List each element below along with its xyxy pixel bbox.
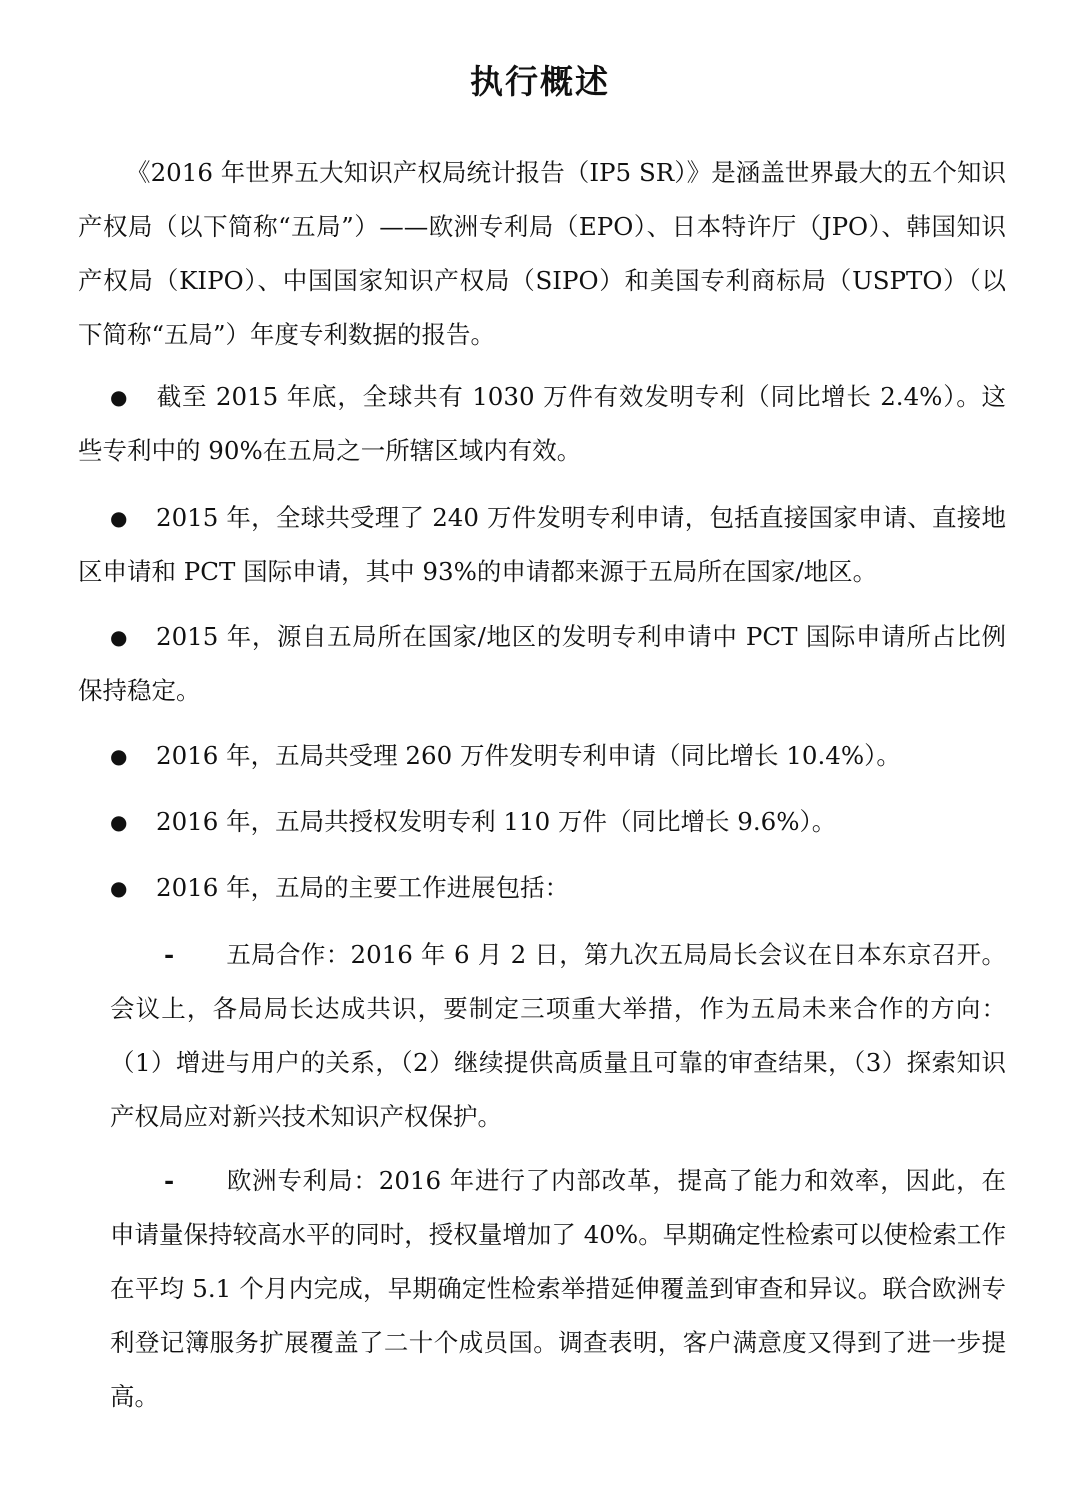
bullet-dot-icon: ● [110, 385, 128, 409]
bullet-item [78, 729, 1006, 783]
page-title: 执行概述 [470, 62, 610, 101]
bullet-item [78, 491, 1006, 599]
bullet-text: 2015 年，源自五局所在国家/地区的发明专利申请中 PCT 国际申请所占比例保持稳定。 [78, 622, 1006, 705]
bullet-dot-icon: ● [110, 506, 128, 530]
sub-item-text: 五局合作：2016 年 6 月 2 日，第九次五局局长会议在日本东京召开。会议上，各局局长达成共识，要制定三项重大举措，作为五局未来合作的方向：（1）增进与用户的关系，（2）继续提供高质量且可靠的审查结果，（3）探索知识产权局应对新兴技术知识产权保护。 [110, 940, 1006, 1131]
dash-marker-icon: - [164, 1166, 175, 1195]
sub-item [110, 1154, 1006, 1424]
intro-paragraph: 《2016 年世界五大知识产权局统计报告（IP5 SR）》是涵盖世界最大的五个知识产权局（以下简称“五局”）——欧洲专利局（EPO）、日本特许厅（JPO）、韩国知识产权局（KIPO）、中国国家知识产权局（SIPO）和美国专利商标局（USPTO）（以下简称“五局”）年度专利数据的报告。 [78, 158, 1006, 349]
bullet-text: 2016 年，五局共受理 260 万件发明专利申请（同比增长 10.4%）。 [156, 741, 901, 770]
sub-item [110, 928, 1006, 1144]
bullet-text: 2016 年，五局共授权发明专利 110 万件（同比增长 9.6%）。 [156, 807, 837, 836]
bullet-dot-icon: ● [110, 625, 128, 649]
bullet-dot-icon: ● [110, 744, 128, 768]
bullet-text: 2016 年，五局的主要工作进展包括： [156, 873, 570, 902]
bullet-item [78, 795, 1006, 849]
bullet-item [78, 610, 1006, 718]
bullet-item [78, 861, 1006, 915]
bullet-text: 截至 2015 年底，全球共有 1030 万件有效发明专利（同比增长 2.4%）。这些专利中的 90%在五局之一所辖区域内有效。 [78, 382, 1006, 465]
bullet-text: 2015 年，全球共受理了 240 万件发明专利申请，包括直接国家申请、直接地区申请和 PCT 国际申请，其中 93%的申请都来源于五局所在国家/地区。 [78, 503, 1006, 586]
bullet-item [78, 370, 1006, 478]
bullet-dot-icon: ● [110, 876, 128, 900]
dash-marker-icon: - [164, 940, 175, 969]
sub-item-text: 欧洲专利局：2016 年进行了内部改革，提高了能力和效率，因此，在申请量保持较高水平的同时，授权量增加了 40%。早期确定性检索可以使检索工作在平均 5.1 个月内完成，早期确定性检索举措延伸覆盖到审查和异议。联合欧洲专利登记簿服务扩展覆盖了二十个成员国。调查表明，客户满意度又得到了进一步提高。 [110, 1166, 1006, 1411]
bullet-dot-icon: ● [110, 810, 128, 834]
